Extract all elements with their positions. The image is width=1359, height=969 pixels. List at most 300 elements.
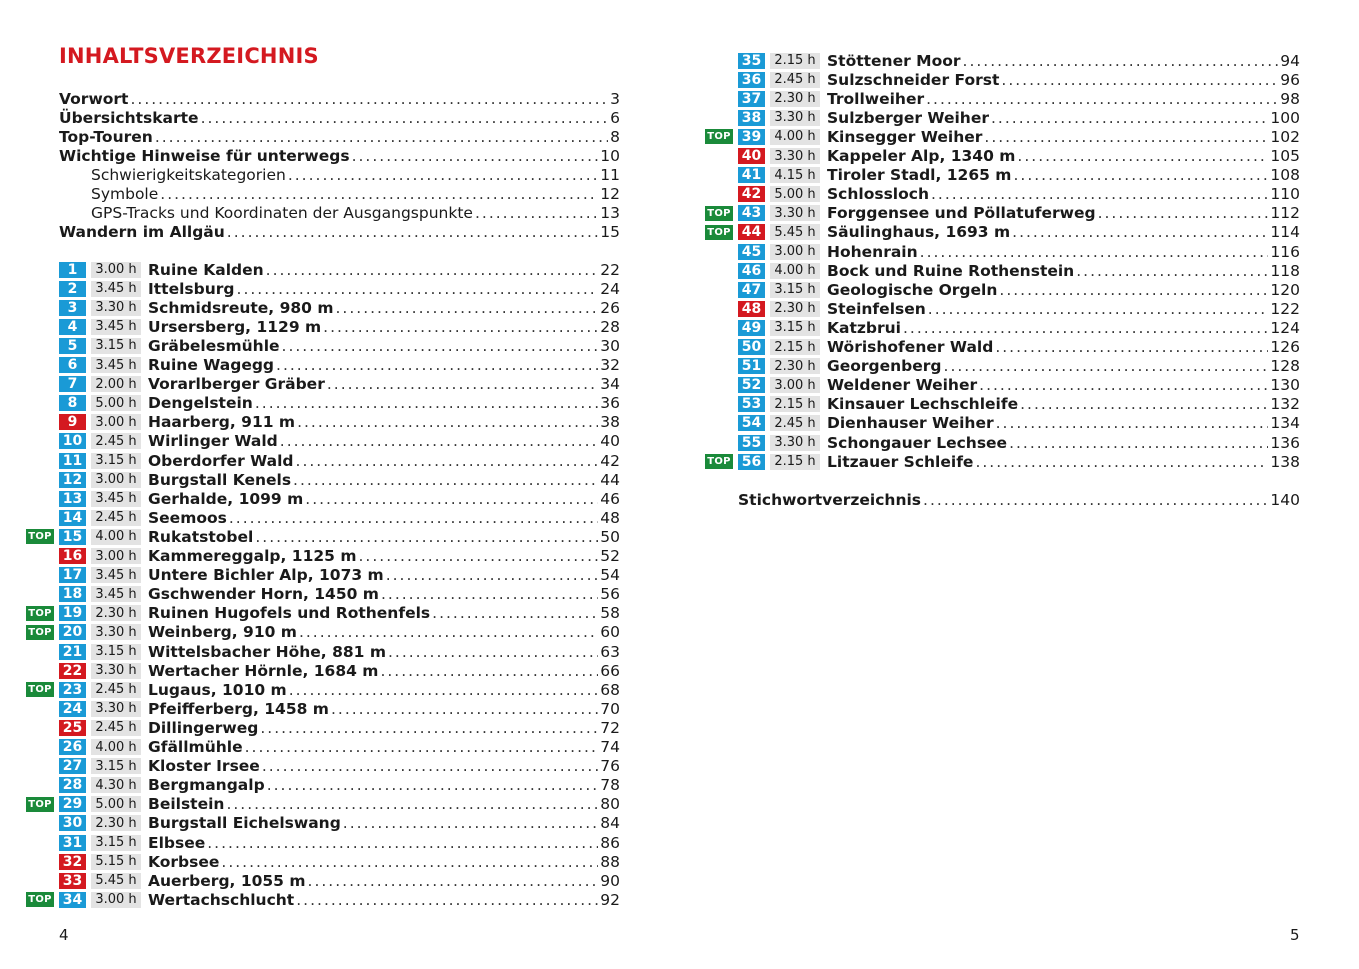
tour-duration: 3.00 h (91, 414, 141, 430)
tour-page: 26 (600, 298, 620, 317)
tour-duration: 2.15 h (770, 454, 820, 470)
tour-number: 11 (59, 453, 86, 469)
leader-dots (358, 547, 598, 565)
tour-title-row (148, 547, 620, 566)
tour-duration: 3.00 h (770, 377, 820, 393)
leader-dots (1009, 434, 1268, 452)
tour-page: 108 (1270, 166, 1300, 185)
leader-dots (327, 375, 598, 393)
tour-page: 36 (600, 394, 620, 413)
tour-title: Vorarlberger Gräber (148, 375, 325, 394)
tour-title-row (148, 336, 620, 355)
tour-title-row (827, 338, 1300, 357)
tour-title: Dienhauser Weiher (827, 414, 994, 433)
tour-page: 112 (1270, 204, 1300, 223)
tour-title-row (148, 718, 620, 737)
leader-dots (296, 891, 598, 909)
tour-page: 124 (1270, 318, 1300, 337)
top-badge: TOP (26, 682, 54, 697)
tour-number: 42 (738, 186, 765, 202)
tour-number: 54 (738, 415, 765, 431)
tour-page: 44 (600, 470, 620, 489)
tour-title-row (148, 890, 620, 909)
leader-dots (963, 52, 1279, 70)
tour-duration: 5.00 h (770, 186, 820, 202)
tour-title: Ruine Wagegg (148, 356, 275, 374)
tour-duration: 3.30 h (770, 205, 820, 221)
tour-page: 86 (600, 833, 620, 852)
top-badge: TOP (26, 625, 54, 640)
tour-title: Untere Bichler Alp, 1073 m (148, 566, 384, 585)
tour-duration: 2.15 h (770, 396, 820, 412)
tour-title-row (148, 432, 620, 451)
tour-page: 42 (600, 451, 620, 470)
tour-title-row (148, 642, 620, 661)
tour-number: 32 (59, 854, 86, 870)
leader-dots (227, 223, 598, 241)
tour-number: 25 (59, 720, 86, 736)
tour-number: 47 (738, 282, 765, 298)
leader-dots (926, 90, 1278, 108)
tour-title-row (148, 413, 620, 432)
tour-title: Gräbelesmühle (148, 336, 280, 355)
tour-number: 40 (738, 148, 765, 164)
tour-number: 36 (738, 72, 765, 88)
tour-number: 10 (59, 433, 86, 449)
tour-title: Säulinghaus, 1693 m (827, 223, 1011, 242)
tour-title: Sulzberger Weiher (827, 108, 989, 127)
leader-dots (343, 814, 598, 832)
tour-title-row (148, 317, 620, 336)
tour-page: 84 (600, 814, 620, 833)
leader-dots (237, 280, 599, 298)
tour-number: 49 (738, 320, 765, 336)
tour-title-row (148, 795, 620, 814)
leader-dots (352, 147, 599, 165)
tour-number: 21 (59, 644, 86, 660)
tour-title-row (827, 318, 1300, 337)
tour-title-row (148, 814, 620, 833)
toc-entry[interactable] (59, 89, 620, 108)
tour-number: 31 (59, 835, 86, 851)
tour-title-row (827, 108, 1300, 127)
tour-page: 58 (600, 604, 620, 623)
toc-entry[interactable] (59, 108, 620, 127)
leader-dots (1013, 166, 1268, 184)
tour-number: 53 (738, 396, 765, 412)
leader-dots (984, 128, 1268, 146)
toc-entry-page: 6 (610, 108, 620, 127)
tour-number: 4 (59, 319, 86, 335)
tour-title: Lugaus, 1010 m (148, 680, 287, 699)
toc-entry-page: 12 (600, 185, 620, 203)
tour-title: Ittelsburg (148, 279, 235, 298)
leader-dots (296, 452, 599, 470)
toc-entry-label: Symbole (91, 185, 159, 203)
tour-duration: 3.45 h (91, 357, 141, 373)
toc-entry-page: 13 (600, 204, 620, 223)
tour-number: 39 (738, 129, 765, 145)
tour-number: 1 (59, 262, 86, 278)
tour-duration: 3.30 h (770, 110, 820, 126)
tour-page: 92 (600, 890, 620, 909)
tour-duration: 3.15 h (91, 453, 141, 469)
leader-dots (1001, 71, 1278, 89)
tour-duration: 2.30 h (770, 91, 820, 107)
leader-dots (386, 566, 599, 584)
page-number-right: 5 (1290, 926, 1300, 944)
tour-page: 102 (1270, 127, 1300, 146)
tour-number: 15 (59, 529, 86, 545)
toc-entry-label: Übersichtskarte (59, 108, 199, 127)
tour-page: 70 (600, 699, 620, 718)
tour-duration: 4.00 h (91, 739, 141, 755)
tour-title-row (148, 833, 620, 852)
tour-duration: 5.45 h (770, 224, 820, 240)
toc-entry-page: 11 (600, 165, 620, 184)
tour-page: 22 (600, 260, 620, 279)
tour-title: Hohenrain (827, 242, 918, 261)
tour-page: 46 (600, 489, 620, 508)
tour-page: 122 (1270, 299, 1300, 318)
tour-title-row (148, 260, 620, 279)
tour-title-row (148, 852, 620, 871)
leader-dots (305, 490, 598, 508)
tour-title: Bergmangalp (148, 776, 265, 795)
tour-duration: 2.30 h (770, 358, 820, 374)
tour-number: 55 (738, 435, 765, 451)
index-label: Stichwortverzeichnis (738, 490, 922, 509)
tour-duration: 3.15 h (770, 320, 820, 336)
tour-page: 60 (600, 623, 620, 642)
tour-duration: 3.00 h (91, 472, 141, 488)
tour-title: Wörishofener Wald (827, 338, 994, 356)
tour-number: 37 (738, 91, 765, 107)
tour-title-row (827, 147, 1300, 166)
leader-dots (928, 300, 1269, 318)
tour-page: 98 (1280, 89, 1300, 108)
tour-page: 94 (1280, 51, 1300, 70)
tour-title: Forggensee und Pöllatuferweg (827, 204, 1096, 223)
toc-entry-label: Top-Touren (59, 127, 153, 146)
tour-title: Stöttener Moor (827, 51, 961, 70)
tour-title: Ruine Kalden (148, 260, 264, 279)
tour-page: 138 (1270, 452, 1300, 471)
tour-title: Trollweiher (827, 89, 925, 108)
leader-dots (388, 643, 598, 661)
tour-duration: 2.45 h (91, 433, 141, 449)
tour-page: 24 (600, 279, 620, 298)
tour-number: 48 (738, 301, 765, 317)
tour-number: 52 (738, 377, 765, 393)
tour-duration: 3.00 h (91, 548, 141, 564)
tour-duration: 3.30 h (770, 148, 820, 164)
leader-dots (276, 356, 598, 374)
tour-page: 128 (1270, 357, 1300, 376)
tour-title: Kammereggalp, 1125 m (148, 547, 357, 565)
tour-page: 96 (1280, 70, 1300, 89)
leader-dots (996, 414, 1269, 432)
tour-title-row (827, 395, 1300, 414)
tour-title-row (148, 566, 620, 585)
tour-title-row (148, 527, 620, 546)
tour-title-row (148, 279, 620, 298)
tour-number: 23 (59, 682, 86, 698)
tour-number: 12 (59, 472, 86, 488)
tour-page: 63 (600, 642, 620, 661)
toc-entry[interactable] (59, 127, 620, 146)
tour-duration: 3.15 h (91, 835, 141, 851)
tour-title: Schlossloch (827, 185, 929, 204)
tour-page: 88 (600, 852, 620, 871)
tour-number: 30 (59, 815, 86, 831)
leader-dots (920, 243, 1269, 261)
page-number-left: 4 (59, 926, 69, 944)
top-badge: TOP (26, 892, 54, 907)
toc-entry-label: Wichtige Hinweise für unterwegs (59, 146, 350, 165)
tour-number: 24 (59, 701, 86, 717)
leader-dots (432, 604, 598, 622)
leader-dots (335, 299, 598, 317)
tour-title: Korbsee (148, 852, 220, 871)
tour-number: 14 (59, 510, 86, 526)
leader-dots (255, 528, 598, 546)
tour-number: 20 (59, 624, 86, 640)
tour-number: 45 (738, 244, 765, 260)
tour-number: 44 (738, 224, 765, 240)
tour-page: 50 (600, 527, 620, 546)
tour-title-row (827, 299, 1300, 318)
leader-dots (267, 776, 599, 794)
tour-title: Ruinen Hugofels und Rothenfels (148, 604, 431, 623)
tour-title: Gerhalde, 1099 m (148, 489, 304, 508)
tour-title: Sulzschneider Forst (827, 70, 1000, 89)
leader-dots (221, 853, 598, 871)
tour-page: 126 (1270, 338, 1300, 356)
leader-dots (299, 623, 598, 641)
tour-title: Wertachschlucht (148, 890, 295, 909)
tour-duration: 4.00 h (770, 263, 820, 279)
tour-title: Pfeifferberg, 1458 m (148, 699, 329, 718)
tour-duration: 2.00 h (91, 376, 141, 392)
tour-duration: 3.15 h (770, 282, 820, 298)
tour-duration: 5.45 h (91, 873, 141, 889)
tour-title: Burgstall Eichelswang (148, 814, 341, 833)
toc-entry[interactable] (91, 185, 620, 204)
tour-title: Ursersberg, 1129 m (148, 317, 322, 336)
toc-entry-page: 10 (600, 146, 620, 165)
page-title: INHALTSVERZEICHNIS (59, 44, 319, 68)
index-page: 140 (1270, 490, 1300, 509)
toc-entry-label: Schwierigkeitskategorien (91, 165, 286, 184)
tour-page: 90 (600, 871, 620, 890)
toc-entry[interactable] (91, 165, 620, 184)
leader-dots (130, 90, 608, 108)
tour-title: Litzauer Schleife (827, 452, 974, 471)
toc-entry[interactable] (59, 146, 620, 165)
tour-page: 114 (1270, 223, 1300, 242)
leader-dots (1017, 147, 1268, 165)
tour-page: 48 (600, 508, 620, 527)
tour-duration: 3.45 h (91, 281, 141, 297)
tour-number: 41 (738, 167, 765, 183)
leader-dots (201, 109, 609, 127)
tour-page: 78 (600, 776, 620, 795)
tour-page: 56 (600, 585, 620, 604)
tour-duration: 2.15 h (770, 53, 820, 69)
tour-page: 105 (1270, 147, 1300, 165)
tour-number: 35 (738, 53, 765, 69)
tour-duration: 3.30 h (770, 435, 820, 451)
tour-title: Auerberg, 1055 m (148, 871, 306, 890)
tour-duration: 3.15 h (91, 758, 141, 774)
top-badge: TOP (705, 129, 733, 144)
tour-title: Wittelsbacher Höhe, 881 m (148, 642, 386, 661)
toc-entry[interactable] (91, 204, 620, 223)
tour-title-row (827, 357, 1300, 376)
tour-number: 38 (738, 110, 765, 126)
tour-page: 130 (1270, 376, 1300, 395)
leader-dots (288, 166, 598, 184)
tour-duration: 3.30 h (91, 701, 141, 717)
index-entry[interactable] (738, 490, 1300, 509)
tour-title-row (148, 680, 620, 699)
leader-dots (931, 185, 1268, 203)
leader-dots (245, 738, 599, 756)
tour-title: Schmidsreute, 980 m (148, 298, 334, 317)
toc-entry-page: 8 (610, 127, 620, 146)
leader-dots (1076, 262, 1268, 280)
tour-number: 28 (59, 777, 86, 793)
tour-title-row (827, 376, 1300, 395)
tour-duration: 3.45 h (91, 586, 141, 602)
tour-number: 56 (738, 454, 765, 470)
leader-dots (979, 376, 1268, 394)
tour-duration: 2.30 h (91, 815, 141, 831)
tour-page: 72 (600, 718, 620, 737)
tour-number: 19 (59, 605, 86, 621)
tour-page: 66 (600, 661, 620, 680)
tour-title: Kappeler Alp, 1340 m (827, 147, 1016, 165)
tour-number: 9 (59, 414, 86, 430)
tour-number: 26 (59, 739, 86, 755)
leader-dots (289, 681, 599, 699)
tour-duration: 3.30 h (91, 624, 141, 640)
tour-title-row (827, 414, 1300, 433)
leader-dots (944, 357, 1269, 375)
tour-title-row (148, 604, 620, 623)
tour-number: 2 (59, 281, 86, 297)
tour-duration: 2.30 h (770, 301, 820, 317)
top-badge: TOP (705, 454, 733, 469)
tour-number: 8 (59, 395, 86, 411)
leader-dots (975, 453, 1268, 471)
tour-page: 136 (1270, 433, 1300, 452)
tour-page: 76 (600, 757, 620, 776)
tour-duration: 3.00 h (91, 262, 141, 278)
tour-title: Bock und Ruine Rothenstein (827, 261, 1075, 280)
leader-dots (160, 185, 598, 203)
tour-title-row (148, 757, 620, 776)
tour-page: 74 (600, 738, 620, 756)
tour-title: Kinsegger Weiher (827, 127, 983, 146)
toc-entry-label: GPS-Tracks und Koordinaten der Ausgangspunkte (91, 204, 473, 223)
tour-title: Weldener Weiher (827, 376, 978, 395)
tour-duration: 3.15 h (91, 338, 141, 354)
tour-title-row (148, 738, 620, 757)
tour-duration: 5.15 h (91, 854, 141, 870)
tour-title-row (827, 89, 1300, 108)
tour-duration: 3.45 h (91, 319, 141, 335)
tour-title-row (148, 356, 620, 375)
tour-title-row (148, 585, 620, 604)
tour-title-row (148, 451, 620, 470)
tour-title-row (827, 433, 1300, 452)
leader-dots (293, 471, 598, 489)
tour-title-row (148, 375, 620, 394)
tour-title: Elbsee (148, 833, 206, 852)
tour-title-row (148, 508, 620, 527)
tour-number: 33 (59, 873, 86, 889)
tour-page: 80 (600, 795, 620, 814)
tour-number: 50 (738, 339, 765, 355)
tour-title: Weinberg, 910 m (148, 623, 297, 642)
tour-number: 16 (59, 548, 86, 564)
tour-title-row (148, 394, 620, 413)
leader-dots (229, 509, 598, 527)
tour-duration: 3.30 h (91, 663, 141, 679)
tour-title-row (148, 623, 620, 642)
tour-duration: 4.00 h (770, 129, 820, 145)
tour-duration: 3.15 h (91, 644, 141, 660)
leader-dots (1098, 204, 1269, 222)
tour-duration: 4.00 h (91, 529, 141, 545)
tour-duration: 3.45 h (91, 567, 141, 583)
tour-page: 68 (600, 680, 620, 699)
toc-entry[interactable] (59, 223, 620, 242)
top-badge: TOP (26, 797, 54, 812)
leader-dots (1020, 395, 1268, 413)
leader-dots (207, 834, 598, 852)
tour-title: Seemoos (148, 508, 227, 527)
tour-page: 116 (1270, 242, 1300, 261)
tour-title: Tiroler Stadl, 1265 m (827, 166, 1012, 185)
tour-title: Beilstein (148, 795, 225, 814)
tour-number: 29 (59, 796, 86, 812)
tour-number: 13 (59, 491, 86, 507)
tour-page: 110 (1270, 185, 1300, 204)
tour-title-row (827, 242, 1300, 261)
tour-title: Oberdorfer Wald (148, 451, 294, 470)
tour-number: 18 (59, 586, 86, 602)
top-badge: TOP (26, 606, 54, 621)
tour-page: 32 (600, 356, 620, 374)
tour-title: Georgenberg (827, 357, 942, 376)
tour-number: 6 (59, 357, 86, 373)
tour-page: 34 (600, 375, 620, 394)
tour-number: 46 (738, 263, 765, 279)
tour-page: 100 (1270, 108, 1300, 127)
tour-number: 3 (59, 300, 86, 316)
tour-title-row (827, 51, 1300, 70)
tour-duration: 3.45 h (91, 491, 141, 507)
leader-dots (923, 491, 1268, 509)
tour-title: Wertacher Hörnle, 1684 m (148, 661, 379, 680)
tour-number: 5 (59, 338, 86, 354)
tour-duration: 3.00 h (770, 244, 820, 260)
tour-number: 27 (59, 758, 86, 774)
leader-dots (331, 700, 598, 718)
